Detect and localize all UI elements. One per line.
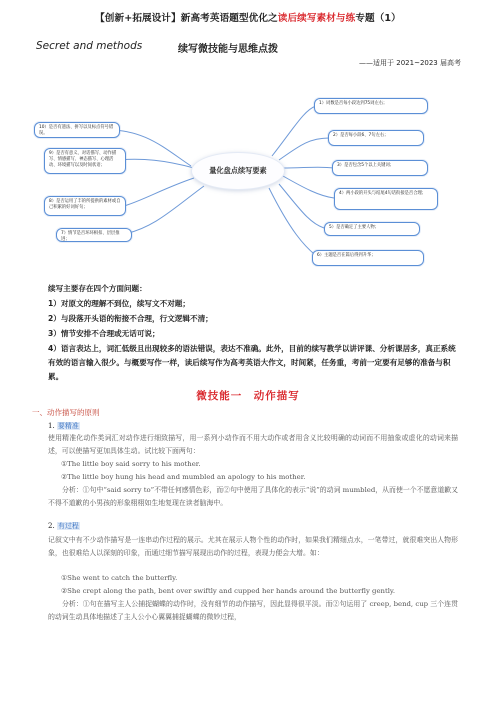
mind-map bbox=[34, 88, 452, 273]
principle-1-tag: 要精准 bbox=[57, 422, 79, 430]
applicable-note: ——适用于 2021~2023 届高考 bbox=[359, 59, 461, 67]
principle-2-analysis: 分析：①句在描写主人公捕捉蝴蝶的动作时，没有细节的动作描写，因此显得很平淡。而②句运用了 creep, bend, cup 三个连贯的动词生动具体地描述了主人公小心翼翼捕捉蝴蝶的微妙过程， bbox=[48, 600, 458, 621]
issue-3: 3）情节安排不合理或无话可说； bbox=[48, 329, 160, 338]
principle-2-example-1: ①She went to catch the butterfly. bbox=[61, 574, 178, 582]
connector-right-2 bbox=[279, 138, 329, 160]
section-heading: 一、动作描写的原则 bbox=[32, 408, 100, 417]
issue-2: 2）与段落开头语的衔接不合理，行文逻辑不清； bbox=[48, 314, 213, 323]
mind-node-8: 8）是否运用了丰的所提供的素材或自己积累的好词好句； bbox=[44, 196, 126, 216]
secret-methods-label: Secret and methods bbox=[36, 40, 143, 52]
issues-intro: 续写主要存在四个方面问题： bbox=[48, 284, 147, 293]
principle-1-example-1: ①The little boy said sorry to his mother. bbox=[61, 460, 201, 468]
principle-1-analysis: 分析：①句中“said sorry to”不带任何感情色彩，而②句中使用了具体化的表示“说”的动词 mumbled，从而使一个不愿意道歉又不得不道歉的小男孩的形象栩栩如生地复现在读者脑海中。 bbox=[48, 486, 458, 507]
connector-right-3 bbox=[283, 167, 334, 168]
mind-node-1: 1）词数是否每小段达到75词左右； bbox=[314, 98, 428, 114]
mind-node-2: 2）是否每小段6、7句左右； bbox=[328, 130, 424, 146]
mind-node-3: 3）是否包含5个以上关键词； bbox=[332, 160, 428, 176]
mind-node-9: 9）是否有意义、对话描写、动作描写、情感描写、神态描写、心理活动、环境描写以及时间状语； bbox=[44, 148, 126, 174]
connector-right-4 bbox=[283, 176, 334, 198]
principle-2-example-2: ②She crept along the path, bent over swiftly and cupped her hands around the butterfly gently. bbox=[61, 587, 396, 595]
principle-1-example-2: ②The little boy hung his head and mumbled an apology to his mother. bbox=[61, 473, 306, 481]
mind-node-6: 6）主题是否在篇后得到升华； bbox=[312, 250, 424, 266]
connector-right-6 bbox=[269, 188, 322, 260]
title-suffix: 专题（1） bbox=[355, 13, 401, 24]
subtitle: 续写微技能与思维点拨 bbox=[178, 44, 278, 55]
principle-2-tag: 有过程 bbox=[57, 522, 79, 530]
issue-1: 1）对原文的理解不到位，续写文不对题； bbox=[48, 299, 190, 308]
connector-right-5 bbox=[279, 184, 324, 228]
connector-left-4 bbox=[124, 186, 204, 234]
title-highlight: 读后续写素材与练 bbox=[277, 13, 356, 24]
title-prefix: 【创新+拓展设计】新高考英语题型优化之 bbox=[95, 13, 278, 24]
principle-1-heading bbox=[48, 421, 80, 431]
principle-2-number: 2. bbox=[48, 522, 55, 530]
mind-map-center: 量化盘点续写要素 bbox=[191, 152, 285, 190]
principle-2-heading bbox=[48, 521, 80, 531]
document-title bbox=[0, 10, 496, 24]
connector-right-1 bbox=[272, 106, 316, 156]
mind-node-10: 10）是否有遗法、拼写以及标点符号错误。 bbox=[34, 122, 120, 138]
issue-4: 4）语言表达上，词汇低级且出现较多的语法错误，表达不准确。此外，目前的续写教学以讲评课、分析课居多，真正系统有效的语言输入很少。与概要写作一样，读后续写作为高考英语大作文，时间紧，任务重，考前一定要有足够的准备与积累。 bbox=[48, 344, 456, 381]
principle-2-text: 记叙文中有不少动作描写是一连串动作过程的展示。尤其在展示人物个性的动作时，如果我们精细点水，一笔带过，就很难突出人物形象，也很难给人以深刻的印象，而通过细节描写展现出动作的过程，表现力便会大增。如： bbox=[48, 536, 458, 557]
principle-1-text: 使用精准化动作类词汇对动作进行细致描写，用一系列小动作而不用大动作或者用含义比较明确的动词而不用抽象或虚化的动词来描述，可以使描写更加具体生动。试比较下面两句： bbox=[48, 434, 458, 455]
principle-1-number: 1. bbox=[48, 422, 55, 430]
mind-node-4: 4）两小段的开头与结尾4句话衔接是否合理； bbox=[334, 188, 438, 210]
mind-node-7: 7）情节是否环环相扣、层层推进； bbox=[56, 228, 132, 242]
section-title: 微技能一 动作描写 bbox=[196, 390, 300, 402]
mind-node-5: 5）是否确定了主要人物； bbox=[324, 222, 420, 236]
